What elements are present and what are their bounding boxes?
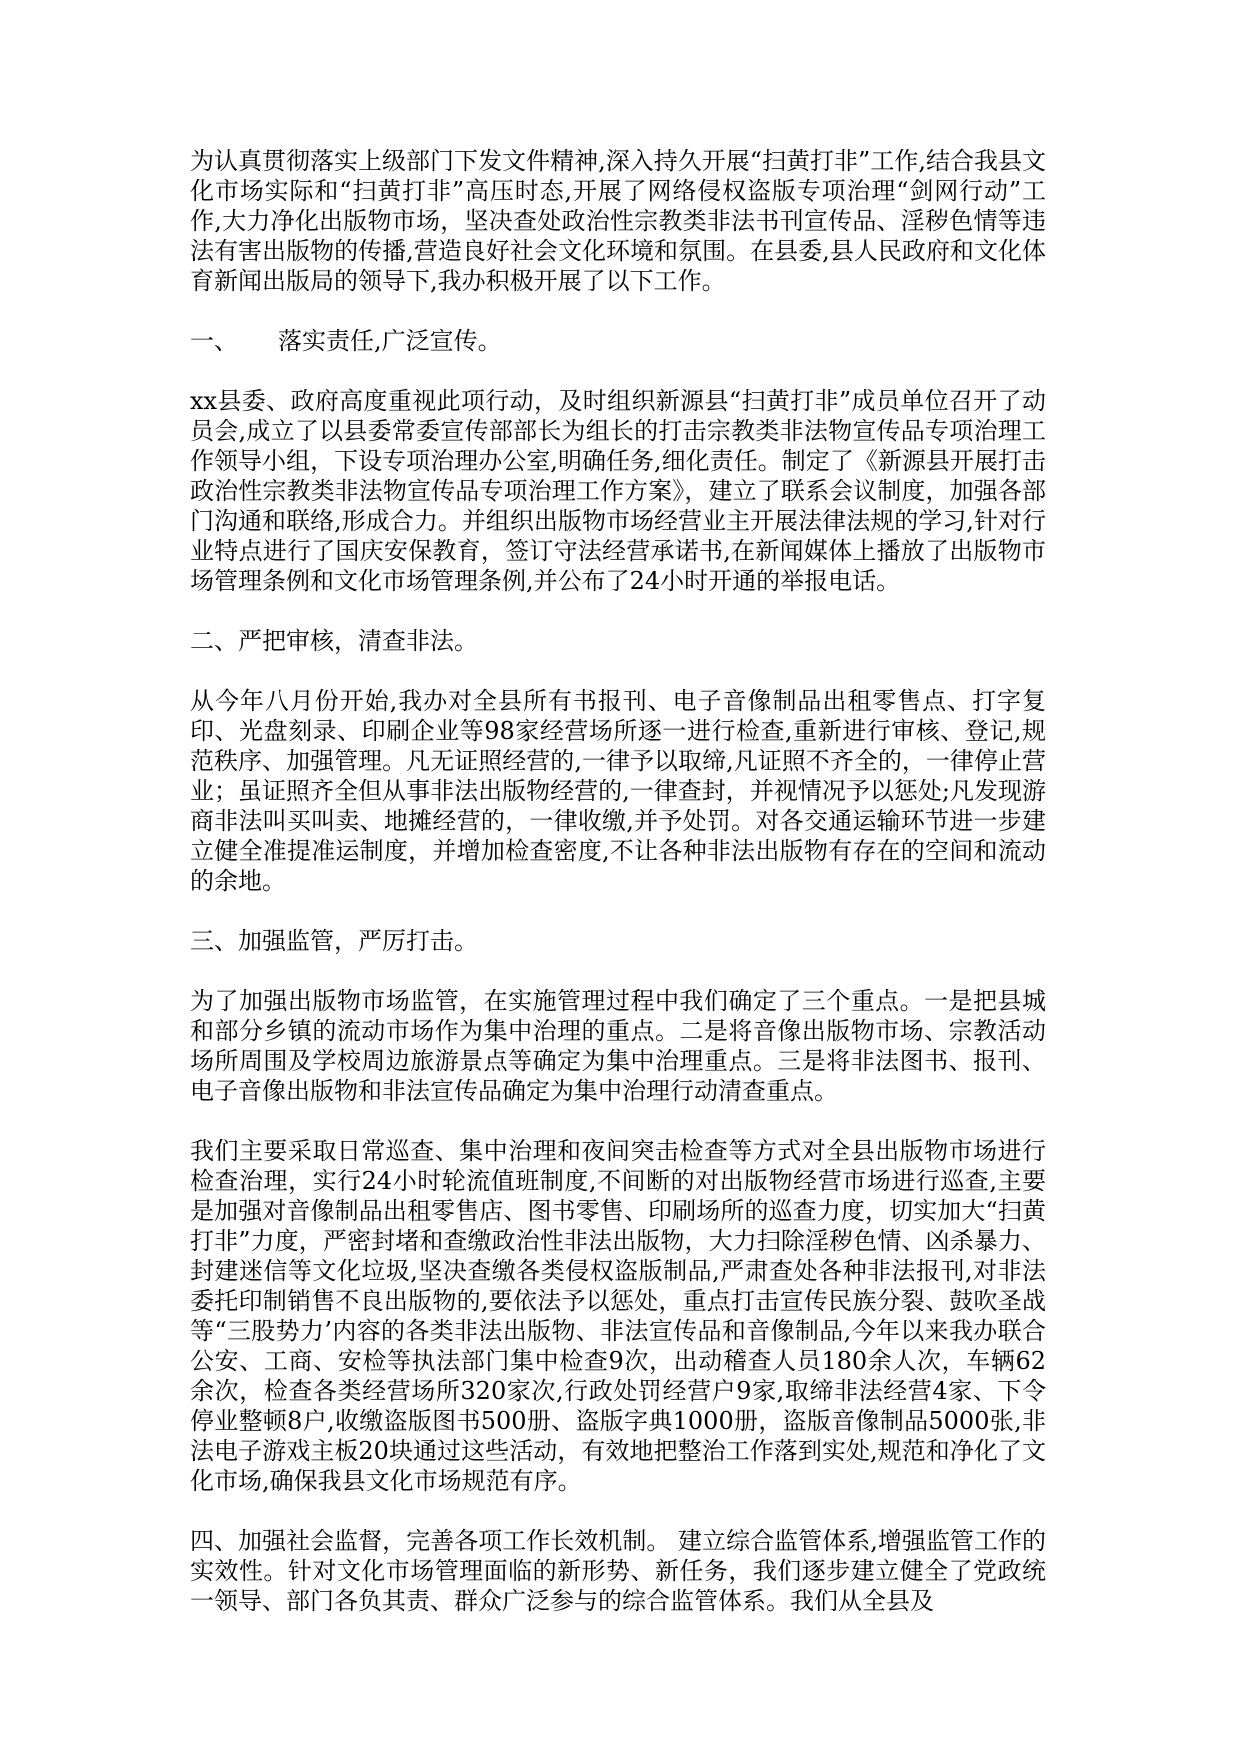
- document-page: [190, 146, 1046, 1646]
- section-4-paragraph: 四、加强社会监督，完善各项工作长效机制。 建立综合监管体系,增强监管工作的实效性。针对文化市场管理面临的新形势、新任务，我们逐步建立健全了党政统一领导、部门各负其责、群众广泛参与的综合监管体系。我们从全县及: [190, 1527, 1046, 1615]
- section-1-paragraph: xx县委、政府高度重视此项行动，及时组织新源县“扫黄打非”成员单位召开了动员会,成立了以县委常委宣传部部长为组长的打击宗教类非法物宣传品专项治理工作领导小组，下设专项治理办公室,明确任务,细化责任。制定了《新源县开展打击政治性宗教类非法物宣传品专项治理工作方案》，建立了联系会议制度，加强各部门沟通和联络,形成合力。并组织出版物市场经营业主开展法律法规的学习,针对行业特点进行了国庆安保教育，签订守法经营承诺书,在新闻媒体上播放了出版物市场管理条例和文化市场管理条例,并公布了24小时开通的举报电话。: [190, 387, 1046, 595]
- section-1-heading: [190, 326, 1046, 356]
- section-1-title: 落实责任,广泛宣传。: [278, 327, 502, 355]
- section-3-heading: 三、加强监管，严厉打击。: [190, 927, 478, 955]
- section-3-paragraph-2: 我们主要采取日常巡查、集中治理和夜间突击检查等方式对全县出版物市场进行检查治理，实行24小时轮流值班制度,不间断的对出版物经营市场进行巡查,主要是加强对音像制品出租零售店、图书零售、印刷场所的巡查力度，切实加大“扫黄打非”力度，严密封堵和查缴政治性非法出版物，大力扫除淫秽色情、凶杀暴力、封建迷信等文化垃圾,坚决查缴各类侵权盗版制品,严肃查处各种非法报刊,对非法委托印制销售不良出版物的,要依法予以惩处，重点打击宣传民族分裂、鼓吹圣战等“三股势力’内容的各类非法出版物、非法宣传品和音像制品,今年以来我办联合公安、工商、安检等执法部门集中检查9次，出动稽查人员180余人次，车辆62余次，检查各类经营场所320家次,行政处罚经营户9家,取缔非法经营4家、下令停业整顿8户,收缴盗版图书500册、盗版字典1000册，盗版音像制品5000张,非法电子游戏主板20块通过这些活动，有效地把整治工作落到实处,规范和净化了文化市场,确保我县文化市场规范有序。: [190, 1137, 1046, 1495]
- section-2-paragraph: 从今年八月份开始,我办对全县所有书报刊、电子音像制品出租零售点、打字复印、光盘刻录、印刷企业等98家经营场所逐一进行检查,重新进行审核、登记,规范秩序、加强管理。凡无证照经营的,一律予以取缔,凡证照不齐全的，一律停止营业；虽证照齐全但从事非法出版物经营的,一律查封，并视情况予以惩处;凡发现游商非法叫买叫卖、地摊经营的，一律收缴,并予处罚。对各交通运输环节进一步建立健全准提准运制度，并增加检查密度,不让各种非法出版物有存在的空间和流动的余地。: [190, 687, 1046, 895]
- section-1-number: 一、: [190, 327, 238, 355]
- section-2-heading: 二、严把审核，清查非法。: [190, 627, 478, 655]
- intro-paragraph: 为认真贯彻落实上级部门下发文件精神,深入持久开展“扫黄打非”工作,结合我县文化市场实际和“扫黄打非”高压时态,开展了网络侵权盗版专项治理“剑网行动”工作,大力净化出版物市场，坚决查处政治性宗教类非法书刊宣传品、淫秽色情等违法有害出版物的传播,营造良好社会文化环境和氛围。在县委,县人民政府和文化体育新闻出版局的领导下,我办积极开展了以下工作。: [190, 147, 1046, 295]
- section-3-paragraph-1: 为了加强出版物市场监管，在实施管理过程中我们确定了三个重点。一是把县城和部分乡镇的流动市场作为集中治理的重点。二是将音像出版物市场、宗教活动场所周围及学校周边旅游景点等确定为集中治理重点。三是将非法图书、报刊、电子音像出版物和非法宣传品确定为集中治理行动清查重点。: [190, 987, 1046, 1105]
